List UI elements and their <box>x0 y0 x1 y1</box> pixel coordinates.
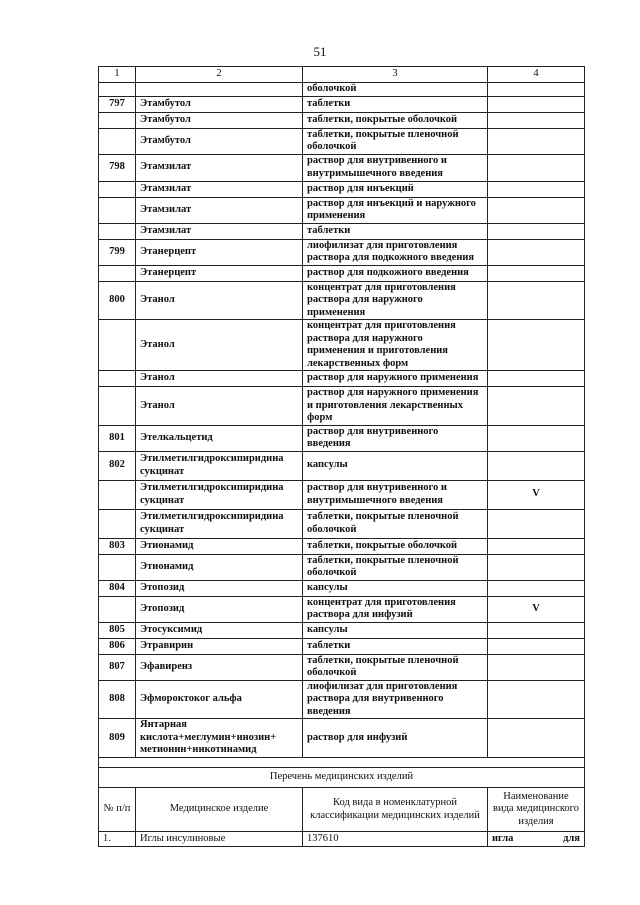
drug-row <box>99 596 585 622</box>
device-kind-part: игла <box>492 832 514 844</box>
drug-mark <box>488 425 585 451</box>
drug-form: раствор для инъекций и наружного применения <box>303 197 488 223</box>
drug-mark <box>488 580 585 596</box>
drug-name: Этионамид <box>136 538 303 554</box>
drug-mark <box>488 281 585 320</box>
column-header: 4 <box>488 67 585 83</box>
column-header: 1 <box>99 67 136 83</box>
drug-row <box>99 128 585 154</box>
drug-form: таблетки, покрытые оболочкой <box>303 112 488 128</box>
drug-name: Этанерцепт <box>136 239 303 265</box>
drug-form: раствор для внутривенного и внутримышечного введения <box>303 480 488 509</box>
drug-mark <box>488 239 585 265</box>
spacer-cell <box>99 758 585 768</box>
drug-form: оболочкой <box>303 83 488 97</box>
device-number: 1. <box>99 832 136 847</box>
drug-form: раствор для наружного применения <box>303 371 488 387</box>
drug-name: Этамбутол <box>136 112 303 128</box>
page-number: 51 <box>313 44 327 59</box>
drug-form: лиофилизат для приготовления раствора для внутривенного введения <box>303 680 488 719</box>
drug-name: Этанол <box>136 371 303 387</box>
drug-mark <box>488 154 585 181</box>
drug-form: раствор для инъекций <box>303 181 488 197</box>
row-number <box>99 554 136 580</box>
row-number: 804 <box>99 580 136 596</box>
drug-name: Этравирин <box>136 638 303 654</box>
row-number: 800 <box>99 281 136 320</box>
drug-row <box>99 223 585 239</box>
devices-spacer-row <box>99 758 585 768</box>
row-number: 798 <box>99 154 136 181</box>
devices-header: Наименование вида медицинского изделия <box>488 788 585 832</box>
row-number <box>99 223 136 239</box>
drug-name: Этионамид <box>136 554 303 580</box>
drug-mark: V <box>488 596 585 622</box>
row-number <box>99 371 136 387</box>
devices-header: Код вида в номенклатурной классификации медицинских изделий <box>303 788 488 832</box>
drug-form: раствор для инфузий <box>303 719 488 758</box>
row-number <box>99 265 136 281</box>
drug-mark <box>488 96 585 112</box>
drug-name: Этанол <box>136 387 303 426</box>
drug-row <box>99 638 585 654</box>
drug-row <box>99 371 585 387</box>
drug-row <box>99 281 585 320</box>
row-number: 799 <box>99 239 136 265</box>
drug-mark <box>488 371 585 387</box>
drug-name: Этамбутол <box>136 128 303 154</box>
drug-row <box>99 538 585 554</box>
drug-form: раствор для внутривенного введения <box>303 425 488 451</box>
drug-mark <box>488 320 585 371</box>
row-number: 808 <box>99 680 136 719</box>
devices-title: Перечень медицинских изделий <box>99 768 585 788</box>
drug-name: Этелкальцетид <box>136 425 303 451</box>
column-header: 3 <box>303 67 488 83</box>
drug-row <box>99 425 585 451</box>
drug-mark <box>488 680 585 719</box>
drug-row <box>99 719 585 758</box>
drug-row <box>99 680 585 719</box>
drug-mark <box>488 112 585 128</box>
row-number <box>99 83 136 97</box>
row-number <box>99 509 136 538</box>
row-number <box>99 128 136 154</box>
drug-name: Этилметилгидроксипиридина сукцинат <box>136 509 303 538</box>
drug-mark <box>488 197 585 223</box>
drug-mark <box>488 83 585 97</box>
row-number: 802 <box>99 451 136 480</box>
drug-mark <box>488 554 585 580</box>
drug-mark: V <box>488 480 585 509</box>
drug-mark <box>488 719 585 758</box>
drug-row <box>99 451 585 480</box>
devices-header: № п/п <box>99 788 136 832</box>
drug-mark <box>488 451 585 480</box>
drug-name: Этамзилат <box>136 181 303 197</box>
device-kind <box>488 832 585 847</box>
drug-name: Этопозид <box>136 596 303 622</box>
devices-header-row <box>99 788 585 832</box>
device-kind-part: для <box>563 832 580 844</box>
drug-form: концентрат для приготовления раствора для инфузий <box>303 596 488 622</box>
drug-mark <box>488 387 585 426</box>
row-number: 801 <box>99 425 136 451</box>
devices-header: Медицинское изделие <box>136 788 303 832</box>
drug-row <box>99 320 585 371</box>
drug-name: Этосуксимид <box>136 622 303 638</box>
drug-mark <box>488 509 585 538</box>
column-header-row <box>99 67 585 83</box>
drug-table <box>98 66 585 847</box>
drug-name: Этамзилат <box>136 154 303 181</box>
drug-form: раствор для наружного применения и приготовления лекарственных форм <box>303 387 488 426</box>
drug-name: Янтарная кислота+меглумин+инозин+ метионин+никотинамид <box>136 719 303 758</box>
drug-form: таблетки, покрытые оболочкой <box>303 538 488 554</box>
drug-name: Этилметилгидроксипиридина сукцинат <box>136 480 303 509</box>
drug-form: лиофилизат для приготовления раствора для подкожного введения <box>303 239 488 265</box>
drug-row <box>99 580 585 596</box>
row-number <box>99 181 136 197</box>
drug-form: раствор для подкожного введения <box>303 265 488 281</box>
row-number <box>99 387 136 426</box>
drug-name: Этамзилат <box>136 197 303 223</box>
drug-mark <box>488 638 585 654</box>
row-number: 797 <box>99 96 136 112</box>
drug-name: Этилметилгидроксипиридина сукцинат <box>136 451 303 480</box>
drug-row <box>99 181 585 197</box>
device-row <box>99 832 585 847</box>
row-number <box>99 480 136 509</box>
drug-row <box>99 96 585 112</box>
drug-row <box>99 554 585 580</box>
drug-form: раствор для внутривенного и внутримышечного введения <box>303 154 488 181</box>
drug-mark <box>488 128 585 154</box>
drug-form: концентрат для приготовления раствора для наружного применения <box>303 281 488 320</box>
drug-form: концентрат для приготовления раствора для наружного применения и приготовления лекарственных форм <box>303 320 488 371</box>
drug-row <box>99 509 585 538</box>
drug-form: капсулы <box>303 580 488 596</box>
drug-form: таблетки, покрытые пленочной оболочкой <box>303 554 488 580</box>
drug-name: Этамбутол <box>136 96 303 112</box>
drug-mark <box>488 654 585 680</box>
drug-row <box>99 480 585 509</box>
column-header: 2 <box>136 67 303 83</box>
drug-mark <box>488 265 585 281</box>
drug-row <box>99 387 585 426</box>
drug-name: Этанол <box>136 320 303 371</box>
drug-name: Этанол <box>136 281 303 320</box>
row-number: 807 <box>99 654 136 680</box>
row-number: 805 <box>99 622 136 638</box>
drug-form: таблетки <box>303 223 488 239</box>
row-number <box>99 112 136 128</box>
devices-title-row <box>99 768 585 788</box>
row-number <box>99 197 136 223</box>
drug-form: капсулы <box>303 622 488 638</box>
drug-mark <box>488 538 585 554</box>
drug-form: капсулы <box>303 451 488 480</box>
drug-form: таблетки, покрытые пленочной оболочкой <box>303 654 488 680</box>
drug-name: Эфавиренз <box>136 654 303 680</box>
row-number <box>99 596 136 622</box>
row-number: 806 <box>99 638 136 654</box>
drug-row <box>99 197 585 223</box>
drug-row <box>99 654 585 680</box>
drug-row <box>99 154 585 181</box>
row-number: 809 <box>99 719 136 758</box>
drug-form: таблетки <box>303 96 488 112</box>
row-number: 803 <box>99 538 136 554</box>
drug-row <box>99 83 585 97</box>
drug-mark <box>488 622 585 638</box>
drug-name: Этопозид <box>136 580 303 596</box>
drug-mark <box>488 223 585 239</box>
drug-row <box>99 622 585 638</box>
drug-form: таблетки <box>303 638 488 654</box>
drug-name <box>136 83 303 97</box>
drug-name: Этанерцепт <box>136 265 303 281</box>
drug-row <box>99 265 585 281</box>
drug-name: Этамзилат <box>136 223 303 239</box>
device-name: Иглы инсулиновые <box>136 832 303 847</box>
drug-name: Эфмороктоког альфа <box>136 680 303 719</box>
row-number <box>99 320 136 371</box>
drug-form: таблетки, покрытые пленочной оболочкой <box>303 128 488 154</box>
drug-row <box>99 239 585 265</box>
drug-mark <box>488 181 585 197</box>
device-code: 137610 <box>303 832 488 847</box>
drug-form: таблетки, покрытые пленочной оболочкой <box>303 509 488 538</box>
drug-row <box>99 112 585 128</box>
